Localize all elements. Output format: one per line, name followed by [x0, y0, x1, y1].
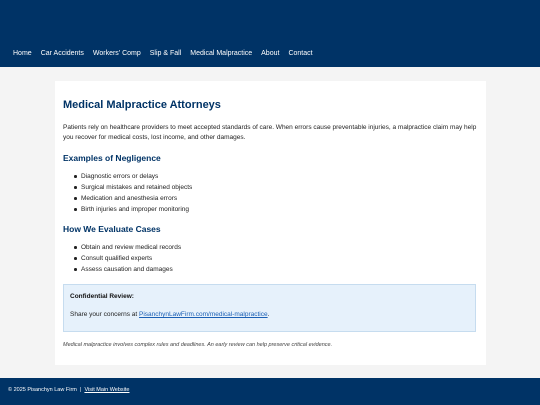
nav-car-accidents[interactable]: Car Accidents — [40, 50, 84, 57]
list-item: Birth injuries and improper monitoring — [74, 204, 192, 215]
list-item: Consult qualified experts — [74, 253, 181, 264]
review-text — [70, 311, 269, 318]
site-footer — [0, 378, 540, 405]
disclaimer-note: Medical malpractice involves complex rules and deadlines. An early review can help preserve critical evidence. — [63, 342, 333, 348]
content-card — [55, 81, 486, 365]
nav-slip-fall[interactable]: Slip & Fall — [149, 50, 182, 57]
nav-workers-comp[interactable]: Workers' Comp — [92, 50, 141, 57]
negligence-list — [74, 171, 192, 215]
nav-about[interactable]: About — [261, 50, 280, 57]
nav-home[interactable]: Home — [13, 50, 32, 57]
review-text-prefix: Share your concerns at — [70, 311, 140, 318]
site-header — [0, 0, 540, 67]
list-item: Assess causation and damages — [74, 264, 181, 275]
list-item: Surgical mistakes and retained objects — [74, 182, 192, 193]
list-item: Diagnostic errors or delays — [74, 171, 192, 182]
confidential-review-callout — [63, 284, 476, 332]
main-nav — [13, 49, 322, 58]
malpractice-page-link[interactable]: PisanchynLawFirm.com/medical-malpractice — [139, 311, 268, 318]
nav-medical-malpractice[interactable]: Medical Malpractice — [190, 50, 253, 57]
negligence-heading: Examples of Negligence — [63, 153, 161, 163]
evaluate-list — [74, 242, 181, 275]
footer-text — [8, 387, 129, 393]
list-item: Medication and anesthesia errors — [74, 193, 192, 204]
review-text-suffix: . — [267, 311, 270, 318]
page-title: Medical Malpractice Attorneys — [63, 99, 221, 111]
list-item: Obtain and review medical records — [74, 242, 181, 253]
evaluate-heading: How We Evaluate Cases — [63, 224, 161, 234]
main-website-link[interactable]: Visit Main Website — [84, 387, 130, 393]
review-title: Confidential Review: — [70, 293, 134, 300]
footer-separator: | — [79, 387, 82, 393]
nav-contact[interactable]: Contact — [288, 50, 313, 57]
intro-paragraph: Patients rely on healthcare providers to meet accepted standards of care. When errors cause preventable injuries, a malpractice claim may help you recover for medical costs, lost income, and other damages. — [63, 124, 477, 141]
copyright-text: © 2025 Pisanchyn Law Firm — [8, 387, 77, 393]
